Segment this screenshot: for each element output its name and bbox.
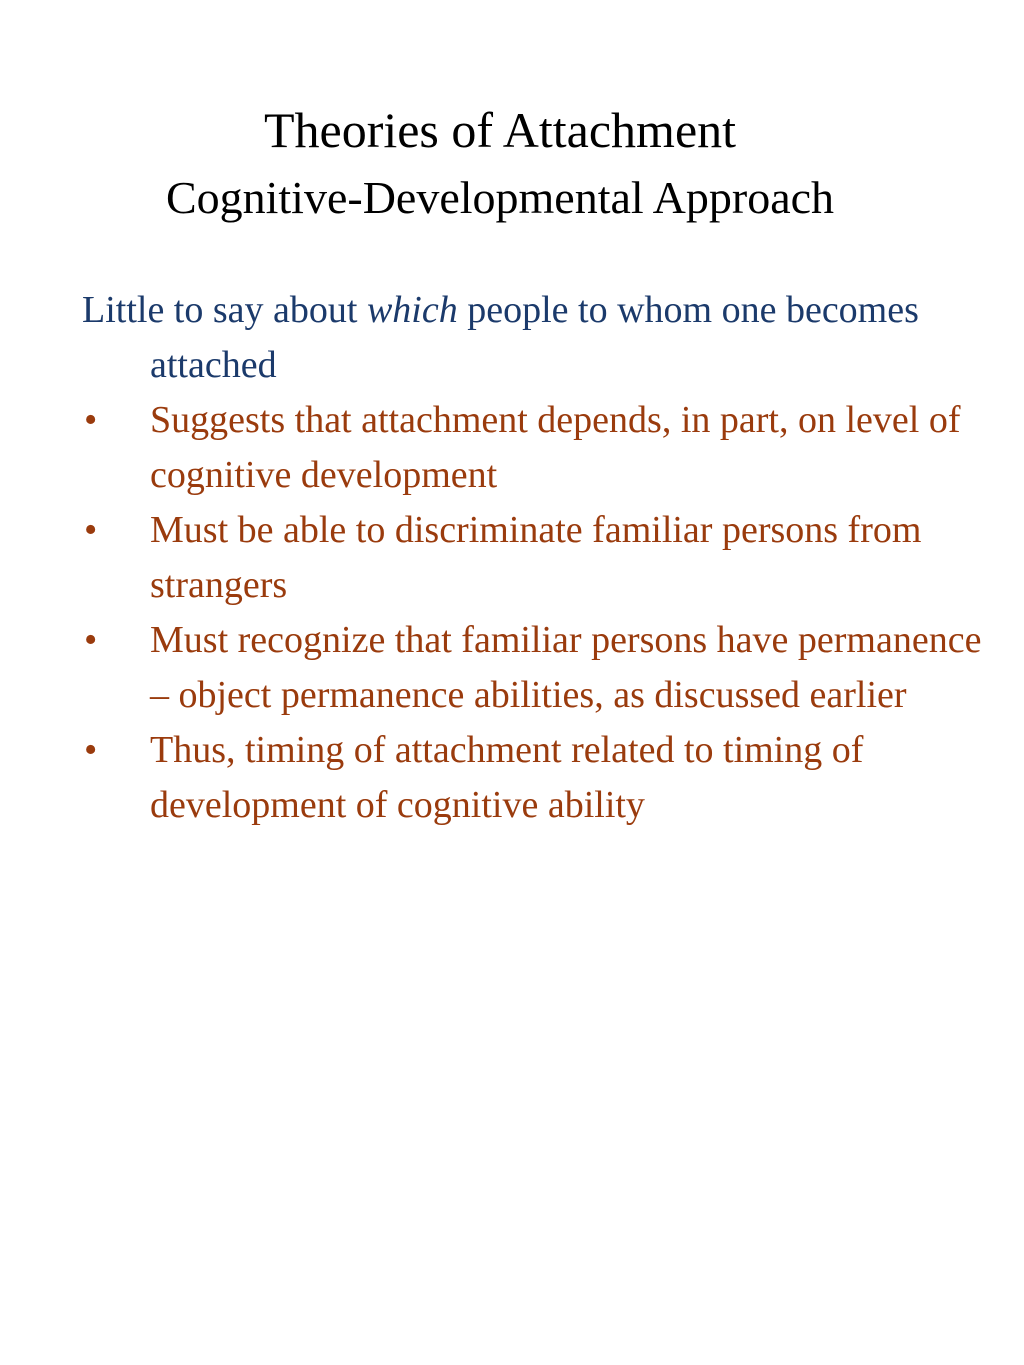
bullet-text: Suggests that attachment depends, in part, on level of cognitive development [150, 399, 961, 496]
intro-text-before: Little to say about [82, 289, 367, 331]
bullet-list [82, 393, 992, 833]
slide-subtitle: Cognitive-Developmental Approach [165, 172, 835, 223]
intro-paragraph [82, 283, 992, 393]
bullet-text: Must be able to discriminate familiar persons from strangers [150, 509, 922, 606]
bullet-text: Must recognize that familiar persons have permanence – object permanence abilities, as discussed earlier [150, 619, 982, 716]
intro-text-after: people to whom one becomes attached [150, 289, 919, 386]
bullet-item [82, 723, 992, 833]
bullet-item [82, 393, 992, 503]
bullet-icon: • [84, 399, 98, 441]
bullet-text: Thus, timing of attachment related to timing of development of cognitive ability [150, 729, 864, 826]
slide-title: Theories of Attachment [263, 102, 737, 158]
bullet-item [82, 613, 992, 723]
intro-emphasis: which [366, 289, 458, 331]
bullet-icon: • [84, 729, 98, 771]
bullet-item [82, 503, 992, 613]
slide-body [82, 283, 992, 833]
bullet-icon: • [84, 619, 98, 661]
bullet-icon: • [84, 509, 98, 551]
